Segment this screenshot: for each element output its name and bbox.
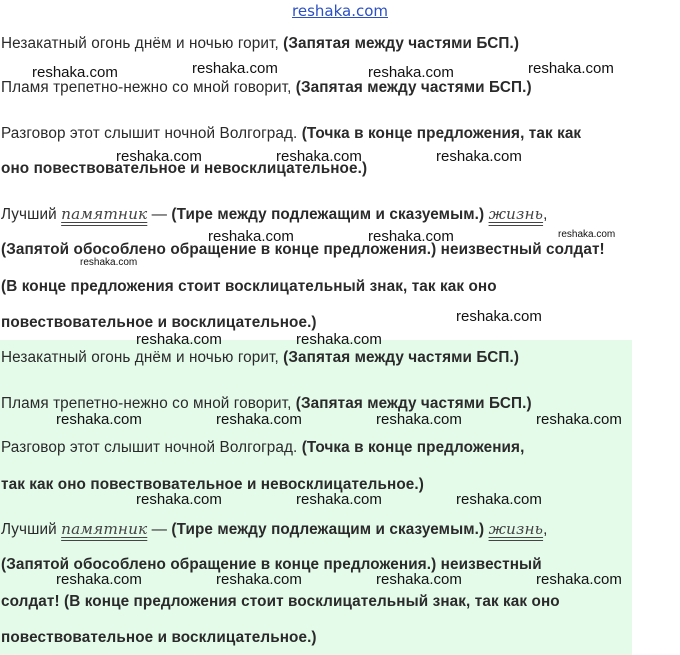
answer-line-8: повествовательное и восклицательное.) — [1, 629, 317, 646]
watermark: reshaka.com — [536, 411, 622, 428]
predicate-word: жизнь — [488, 520, 544, 538]
watermark: reshaka.com — [536, 571, 622, 588]
comma: , — [543, 206, 548, 223]
dash: — — [147, 206, 172, 223]
subject-word: памятник — [61, 520, 148, 538]
line-note: (Запятая между частями БСП.) — [295, 79, 532, 96]
watermark: reshaka.com — [296, 331, 382, 348]
watermark: reshaka.com — [456, 491, 542, 508]
answer-line-5 — [1, 520, 547, 539]
subject-word: памятник — [61, 205, 148, 223]
watermark: reshaka.com — [276, 148, 362, 165]
line-text: Разговор этот слышит ночной Волгоград. — [1, 439, 302, 456]
watermark: reshaka.com — [208, 228, 294, 245]
line-text: Пламя трепетно-нежно со мной говорит, — [1, 79, 296, 96]
watermark: reshaka.com — [368, 64, 454, 81]
answer-line-7: солдат! (В конце предложения стоит восклицательный знак, так как оно — [1, 593, 560, 610]
line-note: (Точка в конце предложения, — [301, 439, 525, 456]
watermark: reshaka.com — [376, 411, 462, 428]
answer-line-4: так как оно повествовательное и невосклицательное.) — [1, 476, 424, 493]
line-note: (Тире между подлежащим и сказуемым.) — [171, 206, 485, 223]
text-line-8: повествовательное и восклицательное.) — [1, 314, 317, 331]
watermark: reshaka.com — [456, 308, 542, 325]
watermark: reshaka.com — [216, 571, 302, 588]
watermark: reshaka.com — [296, 491, 382, 508]
watermark: reshaka.com — [436, 148, 522, 165]
watermark: reshaka.com — [56, 411, 142, 428]
line-note: (Запятая между частями БСП.) — [283, 349, 520, 366]
watermark: reshaka.com — [216, 411, 302, 428]
line-text: Пламя трепетно-нежно со мной говорит, — [1, 395, 296, 412]
dash: — — [147, 521, 172, 538]
watermark: reshaka.com — [32, 64, 118, 81]
watermark: reshaka.com — [80, 257, 138, 268]
line-text: Лучший — [1, 521, 62, 538]
watermark: reshaka.com — [56, 571, 142, 588]
comma: , — [543, 521, 548, 538]
predicate-word: жизнь — [488, 205, 544, 223]
line-text: Незакатный огонь днём и ночью горит, — [1, 349, 284, 366]
text-line-5 — [1, 205, 547, 224]
watermark: reshaka.com — [136, 491, 222, 508]
watermark: reshaka.com — [528, 60, 614, 77]
watermark: reshaka.com — [116, 148, 202, 165]
watermark: reshaka.com — [136, 331, 222, 348]
line-text: Лучший — [1, 206, 62, 223]
watermark: reshaka.com — [558, 229, 616, 240]
answer-line-1 — [1, 349, 519, 367]
watermark: reshaka.com — [192, 60, 278, 77]
line-text: Разговор этот слышит ночной Волгоград. — [1, 125, 302, 142]
text-line-6: (Запятой обособлено обращение в конце предложения.) неизвестный солдат! — [1, 241, 605, 258]
text-line-4: оно повествовательное и невосклицательное.) — [1, 160, 368, 177]
line-note: (Запятая между частями БСП.) — [295, 395, 532, 412]
watermark: reshaka.com — [376, 571, 462, 588]
line-note: (Точка в конце предложения, так как — [301, 125, 582, 142]
answer-line-6: (Запятой обособлено обращение в конце предложения.) неизвестный — [1, 556, 542, 573]
line-note: (Тире между подлежащим и сказуемым.) — [171, 521, 485, 538]
answer-line-3 — [1, 439, 524, 457]
line-note: (Запятая между частями БСП.) — [283, 35, 520, 52]
text-line-7: (В конце предложения стоит восклицательный знак, так как оно — [1, 278, 497, 295]
text-line-2 — [1, 79, 532, 97]
text-line-3 — [1, 125, 581, 143]
line-text: Незакатный огонь днём и ночью горит, — [1, 35, 284, 52]
watermark: reshaka.com — [368, 228, 454, 245]
text-line-1 — [1, 35, 519, 53]
site-link[interactable]: reshaka.com — [292, 2, 388, 20]
